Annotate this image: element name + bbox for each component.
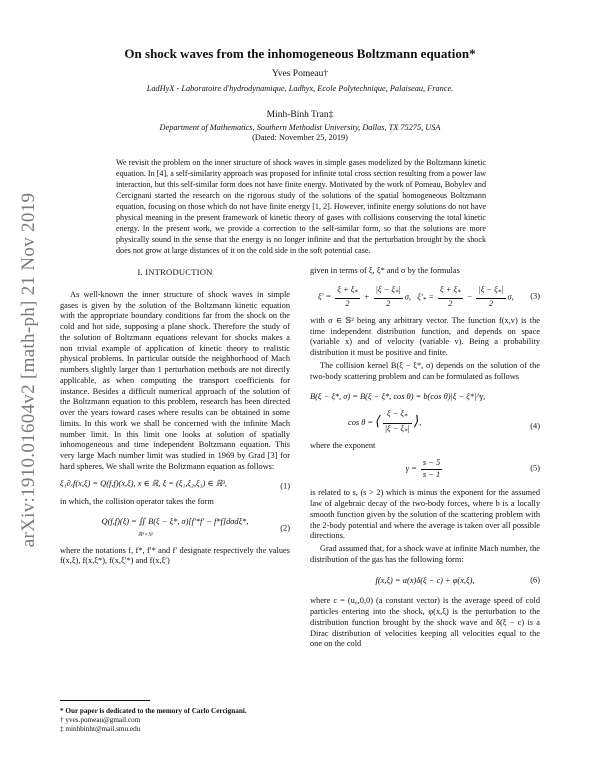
abstract: We revisit the problem on the inner structure of shock waves in simple gases modelized by the Boltzmann kinetic equation. In [4], a self-similarity approach was proposed for infinite total cross section resulting from a power law interaction, but this self-similar form does not have finite energy. Motivated by the work of Pomeau, Bobylev and Cercignani started the research on the rigorous study of the solutions of the spatial homogeneous Boltzmann equation, focusing on those which do not have finite energy [1, 2]. However, infinite energy solutions do not have physical meaning in the present framework of kinetic theory of gases with collisions conserving the total kinetic energy. In the present work, we provide a correction to the self-similar form, so that the solutions are more physically sound in the sense that the energy is no longer infinite and that the perturbation brought by the shock does not grow at large distances of it on the cold side in the soft potential case.: [116, 158, 486, 256]
equation-1-body: ξ₁∂ₓf(x,ξ) = Q(f,f)(x,ξ), x ∈ ℝ, ξ = (ξ₁,ξ₂,ξ₃) ∈ ℝ³,: [60, 478, 227, 488]
right-paragraph-7: where c = (u₀,0,0) (a constant vector) is the average speed of cold particles entering into the shock, φ(x,ξ) is the perturbation to the distribution function brought by the shock wave and δ(ξ − c) is a Dirac distribution of velocities keeping all velocities equal to the one on the cold: [310, 596, 540, 649]
author-1: Yves Pomeau†: [271, 69, 329, 79]
footnote-email-2: ‡ minhbinht@mail.smu.edu: [60, 725, 141, 733]
section-heading: I. INTRODUCTION: [137, 267, 213, 277]
footnotes: [60, 700, 290, 734]
right-paragraph-2: with σ ∈ 𝕊² being any arbitrary vector. The function f(x,v) is the time independent distribution function, and depends on space (variable x) and of velocity (variable v). Being a probability distribution it must be positive and finite.: [310, 315, 540, 358]
intro-paragraph-1: As well-known the inner structure of shock waves in simple gases is given by the solution of the Boltzmann kinetic equation with the appropriate boundary conditions far from the shock on the cold and hot side, supposing a plane shock. Therefore the study of the solution of Boltzmann equations relevant for shocks makes a non trivial example of application of kinetic theory to realistic physical problems. In particular outside the neighborhood of Mach numbers slightly larger than 1 perturbation methods are not directly applicable, as when computing the transport coefficients for instance. Besides a difficult numerical approach of the solution of the Boltzmann equation to this problem, research has been directed over the years toward cases where results can be obtained in some limits. In this work we shall be concerned with the infinite Mach number limit. In this limit one looks at solution of spatially inhomogeneous and time independent Boltzmann equation. This very large Mach number limit was studied in 1969 by Grad [3] for hard spheres. We shall write the Boltzmann equation as follows:: [60, 289, 290, 471]
equation-4: B(ξ − ξ*, σ) = B(ξ − ξ*, cos θ) = b(cos θ)|ξ − ξ*|^γ, cos θ = ⟨ $\frac{\xi - \xi_*}{|\xi - \xi_*|}$ ⟩, (4): [310, 392, 540, 436]
arxiv-stamp: [18, 150, 40, 590]
equation-2-number: (2): [280, 523, 290, 533]
equation-1-number: (1): [280, 481, 290, 491]
affiliation-2: Department of Mathematics, Southern Methodist University, Dallas, TX 75275, USA: [159, 123, 441, 132]
author-2: Minh-Binh Tran‡: [266, 110, 334, 120]
right-paragraph-5: is related to s, (s > 2) which is minus the exponent for the assumed law of algebraic decay of the two-body forces, where b is a locally smooth function given by the solution of the scattering problem with the 2-body potential and where the average is taken over all possible directions.: [310, 488, 540, 541]
footnote-rule: [60, 700, 150, 701]
equation-6: [310, 576, 540, 587]
equation-6-number: (6): [530, 575, 540, 585]
left-column: [60, 267, 290, 567]
equation-6-body: f(x,ξ) = α(x)δ(ξ − c) + φ(x,ξ),: [375, 575, 475, 585]
paper-title: On shock waves from the inhomogeneous Boltzmann equation*: [124, 46, 476, 61]
equation-1: [60, 479, 290, 490]
right-paragraph-4: where the exponent: [310, 441, 376, 451]
equation-2-subscript: ℝ³×𝕊²: [138, 531, 154, 538]
footnote-email-1: † yves.pomeau@gmail.com: [60, 716, 141, 724]
equation-4-line-1: B(ξ − ξ*, σ) = B(ξ − ξ*, cos θ) = b(cos θ)|ξ − ξ*|^γ,: [310, 392, 486, 402]
equation-4-number: (4): [530, 421, 540, 431]
right-paragraph-1: given in terms of ξ, ξ* and σ by the formulas: [310, 266, 460, 275]
equation-3: ξ′ = $\frac{\xi + \xi_*}{2}$ + $\frac{|\xi - \xi_*|}{2}$ σ, $\xi'_*$ = $\frac{\xi + \xi_*}{2}$ − $\frac{|\xi - \xi_*|}{2}$ σ, (3): [318, 284, 540, 309]
affiliation-1: LadHyX - Laboratoire d'hydrodynamique, Ladhyx, Ecole Polytechnique, Palaiseau, France.: [146, 84, 454, 93]
footnote-dedication: * Our paper is dedicated to the memory of Carlo Cercignani.: [60, 707, 247, 715]
equation-5-number: (5): [530, 463, 540, 473]
arxiv-stamp-text: arXiv:1910.01604v2 [math-ph] 21 Nov 2019: [18, 192, 39, 548]
equation-3-number: (3): [530, 291, 540, 301]
equation-2: [60, 517, 290, 533]
intro-paragraph-3: where the notations f, f*, f′* and f′ designate respectively the values f(x,ξ), f(x,ξ*), f(x,ξ′*) and f(x,ξ′): [60, 545, 290, 566]
right-column: [310, 266, 540, 650]
equation-2-body: Q(f,f)(ξ) = ∬ B(ξ − ξ*, σ)[f′*f′ − f*f]dσdξ*,: [101, 517, 249, 526]
right-paragraph-6: Grad assumed that, for a shock wave at infinite Mach number, the distribution of the gas has the following form:: [310, 544, 541, 564]
intro-paragraph-2: in which, the collision operator takes the form: [60, 497, 214, 507]
equation-5: γ = $\frac{s - 5}{s - 1}$ (5): [405, 457, 540, 479]
right-paragraph-3: The collision kernel B(ξ − ξ*, σ) depends on the solution of the two-body scattering problem and can be formulated as follows: [310, 360, 540, 381]
date-line: (Dated: November 25, 2019): [252, 133, 348, 142]
